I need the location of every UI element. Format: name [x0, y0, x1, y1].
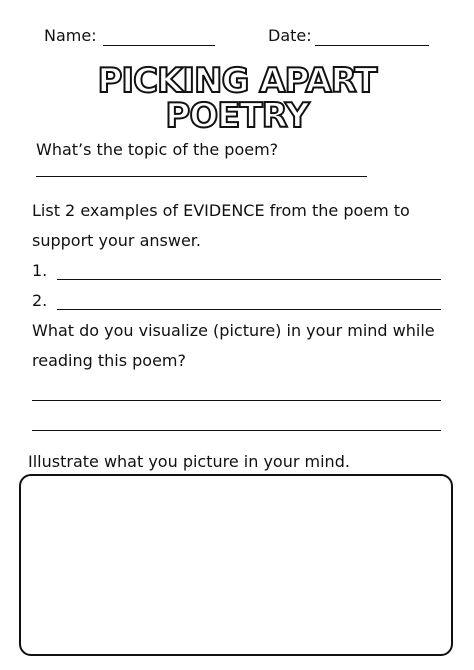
evidence-item-1-number: 1.: [32, 261, 48, 280]
visualize-question-line2: reading this poem?: [32, 351, 187, 370]
date-field[interactable]: [315, 45, 429, 46]
evidence-question-line1: List 2 examples of EVIDENCE from the poem to: [32, 201, 410, 220]
date-label: Date:: [268, 26, 312, 45]
visualize-answer-line-1[interactable]: [32, 400, 441, 401]
drawing-box[interactable]: [19, 474, 453, 656]
page-title-line2: POETRY: [165, 96, 309, 136]
evidence-answer-line-1[interactable]: [57, 279, 441, 280]
page-title-line1: PICKING APART: [97, 61, 377, 101]
illustrate-prompt: Illustrate what you picture in your mind.: [28, 452, 350, 471]
visualize-question-line1: What do you visualize (picture) in your mind while: [32, 321, 435, 340]
name-field[interactable]: [103, 45, 215, 46]
evidence-question-line2: support your answer.: [32, 231, 201, 250]
visualize-answer-line-2[interactable]: [32, 430, 441, 431]
topic-answer-line[interactable]: [36, 176, 367, 177]
topic-question: What’s the topic of the poem?: [36, 140, 279, 159]
name-label: Name:: [44, 26, 97, 45]
evidence-item-2-number: 2.: [32, 291, 48, 310]
evidence-answer-line-2[interactable]: [57, 309, 441, 310]
